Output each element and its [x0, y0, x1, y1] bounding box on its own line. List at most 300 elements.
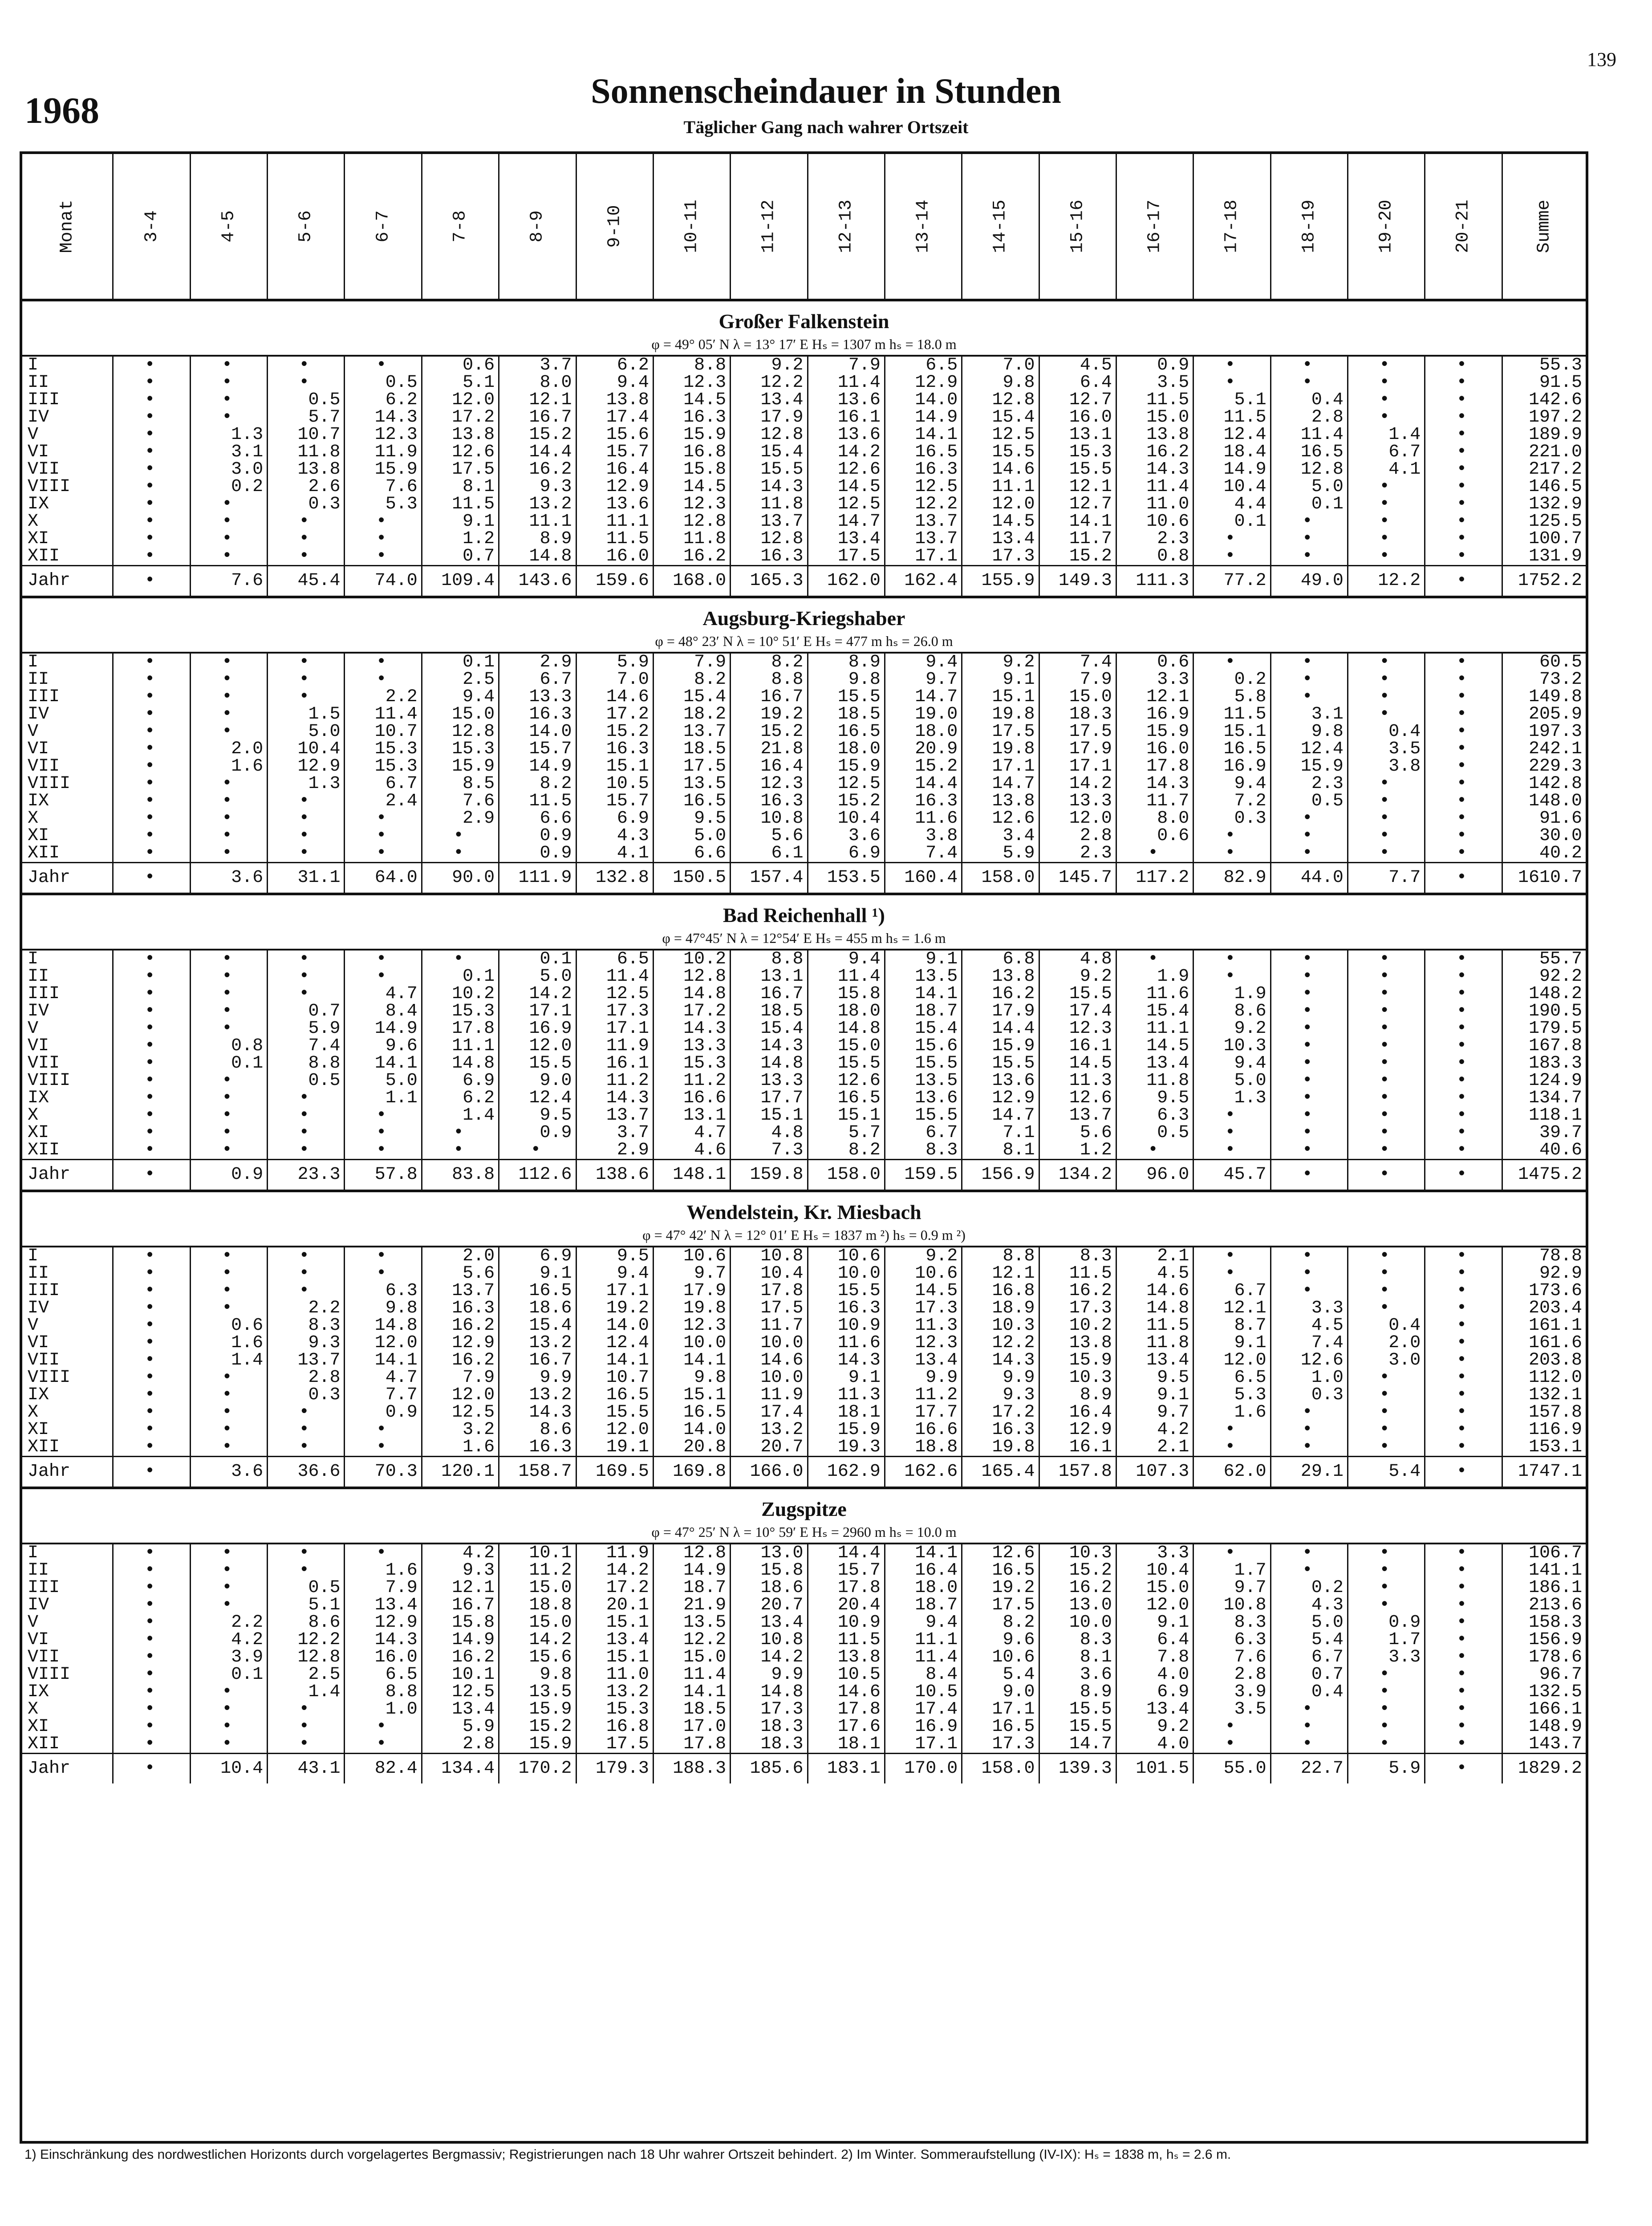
- hour-cell: •: [1193, 1247, 1270, 1265]
- hour-cell: 9.9: [962, 1369, 1039, 1386]
- hour-cell: •: [268, 1282, 345, 1300]
- month-row: [22, 653, 1586, 671]
- hour-cell: 14.3: [1116, 461, 1193, 478]
- month-label: I: [22, 653, 113, 671]
- hour-cell: 15.8: [731, 1562, 808, 1579]
- hour-cell: •: [1348, 356, 1425, 374]
- hour-cell: 10.4: [731, 1265, 808, 1282]
- hour-cell: 153.5: [808, 863, 885, 894]
- hour-cell: •: [1348, 1072, 1425, 1089]
- sum-cell: 148.2: [1528, 985, 1582, 1003]
- month-label: IX: [22, 1683, 113, 1701]
- hour-cell: 0.6: [190, 1317, 267, 1334]
- hour-cell: 23.3: [268, 1160, 345, 1191]
- hour-cell: •: [1270, 968, 1348, 985]
- month-row: [22, 775, 1586, 792]
- hour-cell: •: [1270, 1037, 1348, 1055]
- month-label: IX: [22, 792, 113, 810]
- hour-cell: •: [422, 950, 499, 968]
- hour-cell: 18.8: [499, 1596, 576, 1614]
- hour-cell: 14.2: [1039, 775, 1116, 792]
- hour-cell: 6.5: [1193, 1369, 1270, 1386]
- hour-cell: 18.2: [653, 706, 730, 723]
- hour-cell: 12.4: [1193, 426, 1270, 443]
- hour-cell: 9.5: [1116, 1089, 1193, 1107]
- hour-cell: 15.3: [1039, 443, 1116, 461]
- hour-cell: •: [1425, 1421, 1502, 1438]
- hour-cell: 11.7: [1039, 530, 1116, 548]
- hour-cell: •: [345, 513, 422, 530]
- page-title: Sonnenscheindauer in Stunden: [591, 72, 1061, 111]
- hour-cell: 15.9: [808, 1421, 885, 1438]
- hour-cell: 13.0: [731, 1544, 808, 1562]
- hour-cell: 5.9: [576, 653, 653, 671]
- hour-cell: 14.8: [345, 1317, 422, 1334]
- month-label: VI: [22, 1631, 113, 1649]
- hour-cell: 15.1: [576, 1649, 653, 1666]
- column-header: [422, 154, 499, 300]
- hour-cell: 8.6: [1193, 1003, 1270, 1020]
- hour-cell: 159.8: [731, 1160, 808, 1191]
- column-header-label: 18-19: [1299, 199, 1319, 253]
- sum-cell: 161.1: [1528, 1317, 1582, 1334]
- hour-cell: 13.7: [731, 513, 808, 530]
- hour-cell: •: [268, 792, 345, 810]
- hour-cell: •: [1348, 810, 1425, 827]
- month-label: VI: [22, 1037, 113, 1055]
- hour-cell: •: [113, 1003, 190, 1020]
- sum-cell: 158.3: [1528, 1614, 1582, 1631]
- hour-cell: •: [1425, 1300, 1502, 1317]
- hour-cell: •: [345, 1544, 422, 1562]
- hour-cell: 7.4: [1039, 653, 1116, 671]
- hour-cell: 9.4: [576, 374, 653, 391]
- hour-cell: •: [113, 1265, 190, 1282]
- hour-cell: 16.5: [962, 1718, 1039, 1735]
- column-header-label: Monat: [57, 199, 77, 253]
- hour-cell: 5.0: [268, 723, 345, 740]
- hour-cell: 21.8: [731, 740, 808, 758]
- hour-cell: 12.9: [1039, 1421, 1116, 1438]
- hour-cell: 17.4: [885, 1701, 962, 1718]
- hour-cell: 12.1: [962, 1265, 1039, 1282]
- hour-cell: 64.0: [345, 863, 422, 894]
- hour-cell: 17.5: [962, 1596, 1039, 1614]
- hour-cell: •: [1425, 1649, 1502, 1666]
- hour-cell: 14.7: [808, 513, 885, 530]
- sum-cell: 217.2: [1528, 461, 1582, 478]
- month-label: V: [22, 1614, 113, 1631]
- sunshine-table: [22, 154, 1586, 1783]
- hour-cell: 2.2: [268, 1300, 345, 1317]
- hour-cell: 17.5: [962, 723, 1039, 740]
- station-coordinates: φ = 47° 25′ N λ = 10° 59′ E Hₛ = 2960 m hₛ = 10.0 m: [22, 1521, 1586, 1544]
- hour-cell: •: [1348, 706, 1425, 723]
- hour-cell: 12.0: [962, 496, 1039, 513]
- hour-cell: 11.5: [808, 1631, 885, 1649]
- month-label: X: [22, 1107, 113, 1124]
- hour-cell: 15.6: [499, 1649, 576, 1666]
- hour-cell: 15.3: [653, 1055, 730, 1072]
- hour-cell: 12.8: [1270, 461, 1348, 478]
- sum-cell: 40.2: [1539, 845, 1582, 863]
- hour-cell: 2.8: [268, 1369, 345, 1386]
- hour-cell: 8.6: [499, 1421, 576, 1438]
- hour-cell: 16.3: [576, 740, 653, 758]
- hour-cell: •: [1116, 950, 1193, 968]
- month-row: [22, 1718, 1586, 1735]
- sum-cell: 146.5: [1528, 478, 1582, 496]
- hour-cell: 2.5: [268, 1666, 345, 1683]
- month-label: IV: [22, 1300, 113, 1317]
- month-label: VIII: [22, 1666, 113, 1683]
- hour-cell: •: [1425, 1457, 1502, 1488]
- sum-cell: 167.8: [1528, 1037, 1582, 1055]
- hour-cell: 13.8: [1039, 1334, 1116, 1352]
- column-header-label: 5-6: [296, 210, 316, 243]
- hour-cell: 13.2: [499, 1334, 576, 1352]
- hour-cell: 4.6: [653, 1141, 730, 1160]
- hour-cell: 158.0: [962, 863, 1039, 894]
- hour-cell: 0.9: [345, 1404, 422, 1421]
- hour-cell: •: [345, 1438, 422, 1457]
- hour-cell: •: [113, 1317, 190, 1334]
- hour-cell: 11.5: [1116, 1317, 1193, 1334]
- hour-cell: 9.5: [576, 1247, 653, 1265]
- sum-cell: 118.1: [1528, 1107, 1582, 1124]
- hour-cell: 15.5: [885, 1107, 962, 1124]
- hour-cell: 18.5: [653, 740, 730, 758]
- month-row: [22, 1649, 1586, 1666]
- month-row: [22, 758, 1586, 775]
- hour-cell: •: [190, 391, 267, 409]
- hour-cell: •: [113, 1683, 190, 1701]
- hour-cell: •: [113, 1544, 190, 1562]
- column-header-label: 17-18: [1222, 199, 1242, 253]
- hour-cell: 5.9: [962, 845, 1039, 863]
- hour-cell: •: [1348, 1107, 1425, 1124]
- hour-cell: 9.1: [962, 671, 1039, 688]
- hour-cell: 7.2: [1193, 792, 1270, 810]
- hour-cell: 10.8: [731, 1631, 808, 1649]
- month-label: IX: [22, 496, 113, 513]
- hour-cell: 10.2: [1039, 1317, 1116, 1334]
- hour-cell: •: [1425, 1614, 1502, 1631]
- hour-cell: •: [1425, 1404, 1502, 1421]
- hour-cell: 16.5: [499, 1282, 576, 1300]
- month-label: VI: [22, 443, 113, 461]
- hour-cell: 13.3: [1039, 792, 1116, 810]
- month-row: [22, 1300, 1586, 1317]
- hour-cell: •: [113, 1334, 190, 1352]
- hour-cell: 16.3: [962, 1421, 1039, 1438]
- hour-cell: 14.2: [808, 443, 885, 461]
- hour-cell: 159.6: [576, 566, 653, 597]
- hour-cell: •: [1425, 1003, 1502, 1020]
- hour-cell: 17.1: [576, 1020, 653, 1037]
- hour-cell: 17.8: [731, 1282, 808, 1300]
- hour-cell: 12.5: [962, 426, 1039, 443]
- hour-cell: 0.5: [345, 374, 422, 391]
- hour-cell: •: [1348, 1265, 1425, 1282]
- month-row: [22, 723, 1586, 740]
- hour-cell: 17.2: [653, 1003, 730, 1020]
- month-row: [22, 1683, 1586, 1701]
- hour-cell: 16.5: [885, 443, 962, 461]
- hour-cell: 12.0: [1116, 1596, 1193, 1614]
- month-label: IV: [22, 1596, 113, 1614]
- hour-cell: 13.3: [731, 1072, 808, 1089]
- hour-cell: 14.7: [962, 1107, 1039, 1124]
- hour-cell: 18.0: [808, 1003, 885, 1020]
- hour-cell: 12.7: [1039, 496, 1116, 513]
- hour-cell: 8.1: [1039, 1649, 1116, 1666]
- station-coordinates: φ = 47° 42′ N λ = 12° 01′ E Hₛ = 1837 m ²) hₛ = 0.9 m ²): [22, 1224, 1586, 1247]
- month-row: [22, 1107, 1586, 1124]
- hour-cell: •: [190, 1141, 267, 1160]
- month-row: [22, 1386, 1586, 1404]
- sum-cell: 116.9: [1528, 1421, 1582, 1438]
- month-row: [22, 810, 1586, 827]
- hour-cell: 4.3: [576, 827, 653, 845]
- sum-cell: 221.0: [1528, 443, 1582, 461]
- hour-cell: 15.1: [962, 688, 1039, 706]
- hour-cell: 6.9: [808, 845, 885, 863]
- hour-cell: 0.2: [1270, 1579, 1348, 1596]
- hour-cell: 5.7: [268, 409, 345, 426]
- hour-cell: 1.2: [1039, 1141, 1116, 1160]
- hour-cell: 18.7: [653, 1579, 730, 1596]
- hour-cell: •: [1348, 409, 1425, 426]
- month-row: [22, 1579, 1586, 1596]
- sum-cell: 92.9: [1539, 1265, 1582, 1282]
- month-row: [22, 1404, 1586, 1421]
- hour-cell: 5.7: [808, 1124, 885, 1141]
- hour-cell: •: [268, 1141, 345, 1160]
- hour-cell: 7.6: [190, 566, 267, 597]
- hour-cell: 11.4: [345, 706, 422, 723]
- hour-cell: •: [1270, 1735, 1348, 1754]
- sum-cell: 161.6: [1528, 1334, 1582, 1352]
- hour-cell: 16.4: [1039, 1404, 1116, 1421]
- hour-cell: •: [113, 1754, 190, 1784]
- hour-cell: 8.1: [962, 1141, 1039, 1160]
- hour-cell: 13.1: [731, 968, 808, 985]
- hour-cell: 10.2: [422, 985, 499, 1003]
- hour-cell: 120.1: [422, 1457, 499, 1488]
- hour-cell: 10.7: [268, 426, 345, 443]
- hour-cell: 15.5: [808, 688, 885, 706]
- month-label: XI: [22, 1421, 113, 1438]
- hour-cell: •: [1425, 461, 1502, 478]
- hour-cell: 9.8: [499, 1666, 576, 1683]
- hour-cell: 165.4: [962, 1457, 1039, 1488]
- hour-cell: 70.3: [345, 1457, 422, 1488]
- hour-cell: 3.1: [1270, 706, 1348, 723]
- month-row: [22, 827, 1586, 845]
- hour-cell: •: [1116, 1141, 1193, 1160]
- hour-cell: 11.6: [808, 1334, 885, 1352]
- hour-cell: 13.4: [1116, 1352, 1193, 1369]
- hour-cell: 9.1: [1193, 1334, 1270, 1352]
- month-label: VIII: [22, 478, 113, 496]
- hour-cell: •: [1270, 1247, 1348, 1265]
- hour-cell: 15.4: [731, 443, 808, 461]
- hour-cell: 15.1: [1193, 723, 1270, 740]
- hour-cell: •: [1348, 1089, 1425, 1107]
- hour-cell: 16.5: [962, 1562, 1039, 1579]
- hour-cell: 4.5: [1270, 1317, 1348, 1334]
- hour-cell: 9.6: [962, 1631, 1039, 1649]
- hour-cell: 7.4: [885, 845, 962, 863]
- hour-cell: •: [113, 1701, 190, 1718]
- hour-cell: 16.2: [422, 1649, 499, 1666]
- hour-cell: 14.4: [499, 443, 576, 461]
- hour-cell: 9.0: [962, 1683, 1039, 1701]
- hour-cell: 12.3: [1039, 1020, 1116, 1037]
- hour-cell: •: [1270, 1718, 1348, 1735]
- hour-cell: 111.9: [499, 863, 576, 894]
- hour-cell: 15.5: [808, 1282, 885, 1300]
- hour-cell: •: [1425, 1020, 1502, 1037]
- hour-cell: 6.3: [345, 1282, 422, 1300]
- hour-cell: 1.6: [422, 1438, 499, 1457]
- sum-cell: 148.0: [1528, 792, 1582, 810]
- hour-cell: •: [190, 1247, 267, 1265]
- hour-cell: •: [345, 653, 422, 671]
- hour-cell: 10.1: [499, 1544, 576, 1562]
- hour-cell: 12.0: [499, 1037, 576, 1055]
- month-label: VII: [22, 1352, 113, 1369]
- hour-cell: 11.5: [1039, 1265, 1116, 1282]
- hour-cell: 18.7: [885, 1003, 962, 1020]
- hour-cell: 18.0: [885, 1579, 962, 1596]
- hour-cell: •: [1270, 530, 1348, 548]
- hour-cell: •: [268, 1421, 345, 1438]
- hour-cell: 14.8: [422, 1055, 499, 1072]
- hour-cell: 14.8: [808, 1020, 885, 1037]
- column-header-label: 12-13: [836, 199, 856, 253]
- hour-cell: 9.7: [653, 1265, 730, 1282]
- hour-cell: •: [1348, 1683, 1425, 1701]
- hour-cell: •: [113, 1596, 190, 1614]
- hour-cell: •: [268, 548, 345, 566]
- hour-cell: 1.2: [422, 530, 499, 548]
- hour-cell: •: [1348, 1055, 1425, 1072]
- hour-cell: 6.9: [1116, 1683, 1193, 1701]
- hour-cell: 19.0: [885, 706, 962, 723]
- hour-cell: 6.3: [1116, 1107, 1193, 1124]
- month-label: X: [22, 1404, 113, 1421]
- hour-cell: 0.2: [1193, 671, 1270, 688]
- hour-cell: 14.2: [731, 1649, 808, 1666]
- hour-cell: 14.1: [345, 1352, 422, 1369]
- hour-cell: 15.3: [422, 740, 499, 758]
- hour-cell: 6.7: [885, 1124, 962, 1141]
- month-row: [22, 740, 1586, 758]
- hour-cell: •: [422, 845, 499, 863]
- hour-cell: 139.3: [1039, 1754, 1116, 1784]
- sum-cell: 142.6: [1528, 391, 1582, 409]
- hour-cell: •: [113, 1282, 190, 1300]
- hour-cell: •: [190, 1404, 267, 1421]
- hour-cell: •: [1270, 1562, 1348, 1579]
- hour-cell: 15.0: [1116, 1579, 1193, 1596]
- hour-cell: 9.3: [268, 1334, 345, 1352]
- hour-cell: 12.0: [345, 1334, 422, 1352]
- hour-cell: 10.4: [808, 810, 885, 827]
- hour-cell: 5.4: [962, 1666, 1039, 1683]
- hour-cell: 14.8: [499, 548, 576, 566]
- hour-cell: 15.2: [731, 723, 808, 740]
- hour-cell: •: [268, 374, 345, 391]
- hour-cell: 14.7: [962, 775, 1039, 792]
- hour-cell: 17.8: [653, 1735, 730, 1754]
- hour-cell: 10.0: [653, 1334, 730, 1352]
- hour-cell: 185.6: [731, 1754, 808, 1784]
- hour-cell: •: [1270, 1072, 1348, 1089]
- month-row: [22, 671, 1586, 688]
- sum-cell: 112.0: [1528, 1369, 1582, 1386]
- hour-cell: 16.8: [653, 443, 730, 461]
- hour-cell: •: [1348, 1386, 1425, 1404]
- hour-cell: 15.8: [422, 1614, 499, 1631]
- column-header: [1425, 154, 1502, 300]
- hour-cell: 9.7: [1193, 1579, 1270, 1596]
- hour-cell: 1.4: [190, 1352, 267, 1369]
- sum-cell: 91.6: [1539, 810, 1582, 827]
- hour-cell: •: [499, 1141, 576, 1160]
- station-name: Bad Reichenhall ¹): [22, 894, 1586, 927]
- hour-cell: 15.9: [345, 461, 422, 478]
- column-header-label: 14-15: [990, 199, 1011, 253]
- hour-cell: 0.5: [1270, 792, 1348, 810]
- month-row: [22, 548, 1586, 566]
- hour-cell: •: [1425, 1369, 1502, 1386]
- hour-cell: •: [190, 409, 267, 426]
- hour-cell: 0.5: [268, 1072, 345, 1089]
- hour-cell: •: [113, 758, 190, 775]
- hour-cell: 13.8: [576, 391, 653, 409]
- hour-cell: 10.9: [808, 1614, 885, 1631]
- hour-cell: 16.3: [731, 548, 808, 566]
- hour-cell: 14.3: [1116, 775, 1193, 792]
- hour-cell: 15.4: [1116, 1003, 1193, 1020]
- hour-cell: 3.3: [1116, 671, 1193, 688]
- hour-cell: 17.1: [1039, 758, 1116, 775]
- column-header-label: 13-14: [913, 199, 934, 253]
- month-label: Jahr: [22, 566, 113, 597]
- hour-cell: 112.6: [499, 1160, 576, 1191]
- hour-cell: 179.3: [576, 1754, 653, 1784]
- hour-cell: 9.8: [345, 1300, 422, 1317]
- hour-cell: •: [1425, 950, 1502, 968]
- hour-cell: 17.3: [576, 1003, 653, 1020]
- hour-cell: 9.6: [345, 1037, 422, 1055]
- hour-cell: 5.0: [653, 827, 730, 845]
- hour-cell: 14.1: [885, 985, 962, 1003]
- hour-cell: 11.9: [576, 1037, 653, 1055]
- hour-cell: 14.4: [962, 1020, 1039, 1037]
- hour-cell: •: [113, 1300, 190, 1317]
- hour-cell: 16.2: [499, 461, 576, 478]
- hour-cell: •: [1348, 530, 1425, 548]
- hour-cell: •: [1425, 513, 1502, 530]
- hour-cell: 49.0: [1270, 566, 1348, 597]
- hour-cell: 8.3: [1039, 1631, 1116, 1649]
- hour-cell: 14.6: [731, 1352, 808, 1369]
- hour-cell: 8.3: [885, 1141, 962, 1160]
